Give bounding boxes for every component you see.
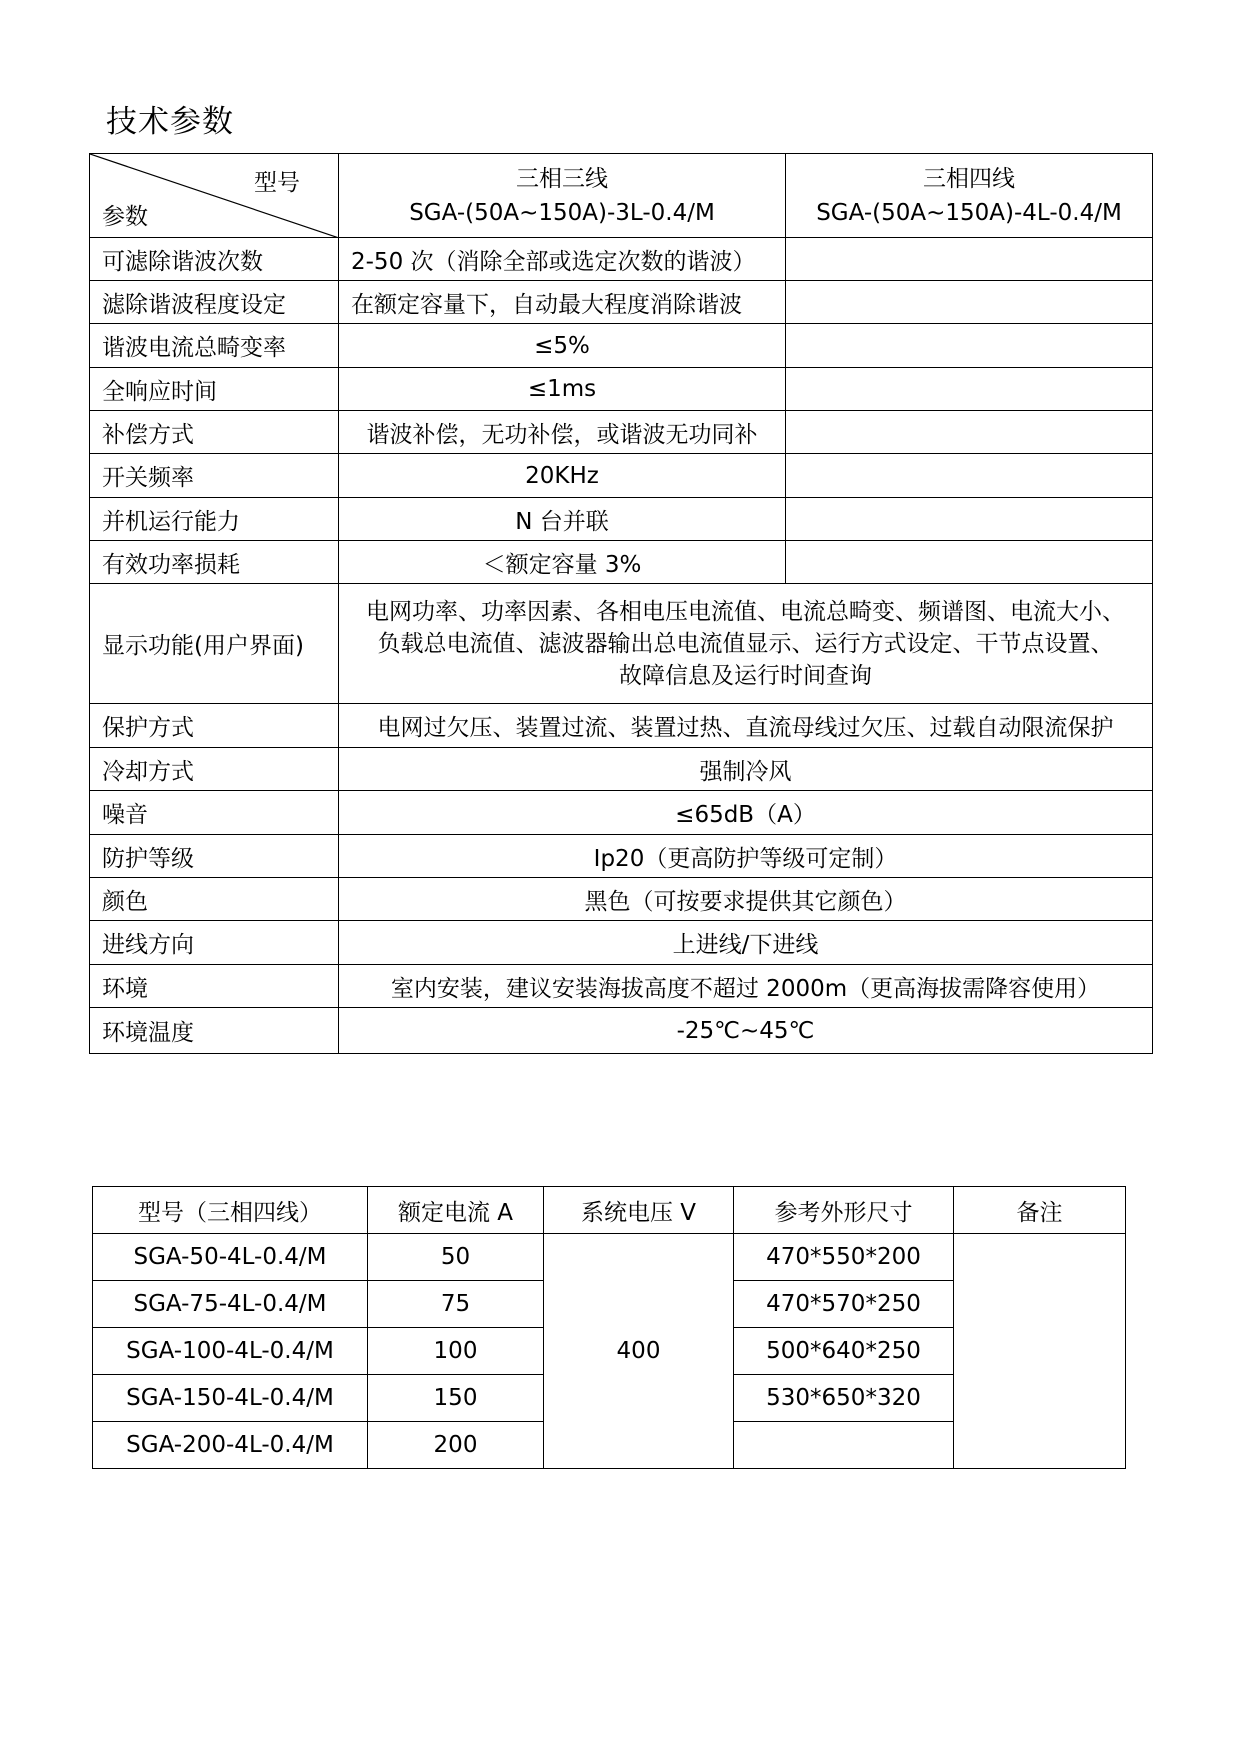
spec-label: 进线方向 (90, 921, 339, 965)
col-header-3l-type: 三相三线 (516, 165, 608, 192)
current-cell: 75 (368, 1281, 544, 1328)
spec-label: 滤除谐波程度设定 (90, 281, 339, 324)
current-cell: 200 (368, 1422, 544, 1469)
spec-value: 上进线/下进线 (339, 921, 1153, 965)
spec-value: ≤1ms (339, 368, 786, 411)
spec-row (90, 748, 1153, 791)
spec-value: N 台并联 (339, 498, 786, 541)
spec-label: 开关频率 (90, 454, 339, 498)
spec-row (90, 368, 1153, 411)
spec-label: 保护方式 (90, 704, 339, 748)
spec-label: 有效功率损耗 (90, 541, 339, 584)
spec-row (90, 1008, 1153, 1054)
spec-label: 补偿方式 (90, 411, 339, 454)
model-cell: SGA-200-4L-0.4/M (93, 1422, 368, 1469)
col-header-4l-model: SGA-(50A~150A)-4L-0.4/M (816, 199, 1122, 226)
model-cell: SGA-100-4L-0.4/M (93, 1328, 368, 1375)
spec-row (90, 498, 1153, 541)
remarks-cell (954, 1234, 1126, 1469)
spec-value-display (339, 584, 1153, 704)
model-cell: SGA-150-4L-0.4/M (93, 1375, 368, 1422)
spec-value-empty (786, 238, 1153, 281)
spec-value: ＜额定容量 3% (339, 541, 786, 584)
spec-value-empty (786, 324, 1153, 368)
spec-value: 2-50 次（消除全部或选定次数的谐波） (339, 238, 786, 281)
spec-row (90, 324, 1153, 368)
spec-value-empty (786, 411, 1153, 454)
spec-value-empty (786, 541, 1153, 584)
spec-table (89, 153, 1153, 1054)
spec-row (90, 791, 1153, 835)
model-cell: SGA-75-4L-0.4/M (93, 1281, 368, 1328)
size-cell: 470*570*250 (734, 1281, 954, 1328)
spec-label: 并机运行能力 (90, 498, 339, 541)
model-header-cell: 参考外形尺寸 (734, 1187, 954, 1234)
spec-value: 黑色（可按要求提供其它颜色） (339, 878, 1153, 921)
model-header-cell: 型号（三相四线） (93, 1187, 368, 1234)
spec-row (90, 281, 1153, 324)
spec-value-empty (786, 281, 1153, 324)
spec-value: Ip20（更高防护等级可定制） (339, 835, 1153, 878)
spec-value: 谐波补偿，无功补偿，或谐波无功同补 (339, 411, 786, 454)
col-header-4l-type: 三相四线 (923, 165, 1015, 192)
spec-label: 环境温度 (90, 1008, 339, 1054)
col-header-3l-model: SGA-(50A~150A)-3L-0.4/M (409, 199, 715, 226)
current-cell: 150 (368, 1375, 544, 1422)
col-header-3l (339, 154, 786, 238)
current-cell: 100 (368, 1328, 544, 1375)
display-line: 电网功率、功率因素、各相电压电流值、电流总畸变、频谱图、电流大小、 (366, 598, 1125, 625)
spec-row (90, 835, 1153, 878)
spec-value: 室内安装，建议安装海拔高度不超过 2000m（更高海拔需降容使用） (339, 965, 1153, 1008)
corner-header-cell (90, 154, 339, 238)
spec-label: 颜色 (90, 878, 339, 921)
spec-row (90, 921, 1153, 965)
spec-label: 冷却方式 (90, 748, 339, 791)
model-header-row (93, 1187, 1126, 1234)
size-cell: 530*650*320 (734, 1375, 954, 1422)
corner-param-label: 参数 (102, 204, 148, 230)
spec-row (90, 411, 1153, 454)
page-title: 技术参数 (106, 104, 234, 140)
spec-label: 全响应时间 (90, 368, 339, 411)
spec-value-empty (786, 368, 1153, 411)
size-cell: 470*550*200 (734, 1234, 954, 1281)
spec-value-empty (786, 498, 1153, 541)
col-header-4l (786, 154, 1153, 238)
spec-value: 在额定容量下，自动最大程度消除谐波 (339, 281, 786, 324)
size-cell: 500*640*250 (734, 1328, 954, 1375)
spec-value: ≤65dB（A） (339, 791, 1153, 835)
spec-row (90, 541, 1153, 584)
voltage-cell: 400 (544, 1234, 734, 1469)
spec-value-empty (786, 454, 1153, 498)
spec-value: 20KHz (339, 454, 786, 498)
size-cell (734, 1422, 954, 1469)
spec-label: 环境 (90, 965, 339, 1008)
table-row (93, 1234, 1126, 1281)
spec-label: 噪音 (90, 791, 339, 835)
spec-row (90, 878, 1153, 921)
spec-label: 谐波电流总畸变率 (90, 324, 339, 368)
spec-value: 强制冷风 (339, 748, 1153, 791)
spec-value: ≤5% (339, 324, 786, 368)
spec-label: 显示功能(用户界面) (90, 584, 339, 704)
spec-row (90, 238, 1153, 281)
spec-value: 电网过欠压、装置过流、装置过热、直流母线过欠压、过载自动限流保护 (339, 704, 1153, 748)
spec-row-display (90, 584, 1153, 704)
spec-header-row (90, 154, 1153, 238)
spec-label: 防护等级 (90, 835, 339, 878)
model-header-cell: 系统电压 V (544, 1187, 734, 1234)
display-line: 故障信息及运行时间查询 (619, 662, 872, 689)
spec-value: -25℃~45℃ (339, 1008, 1153, 1054)
spec-label: 可滤除谐波次数 (90, 238, 339, 281)
display-line: 负载总电流值、滤波器输出总电流值显示、运行方式设定、干节点设置、 (377, 630, 1114, 657)
spec-row (90, 704, 1153, 748)
model-table (92, 1186, 1126, 1469)
model-header-cell: 额定电流 A (368, 1187, 544, 1234)
spec-row (90, 454, 1153, 498)
model-cell: SGA-50-4L-0.4/M (93, 1234, 368, 1281)
corner-model-label: 型号 (254, 170, 300, 196)
model-header-cell: 备注 (954, 1187, 1126, 1234)
spec-row (90, 965, 1153, 1008)
current-cell: 50 (368, 1234, 544, 1281)
